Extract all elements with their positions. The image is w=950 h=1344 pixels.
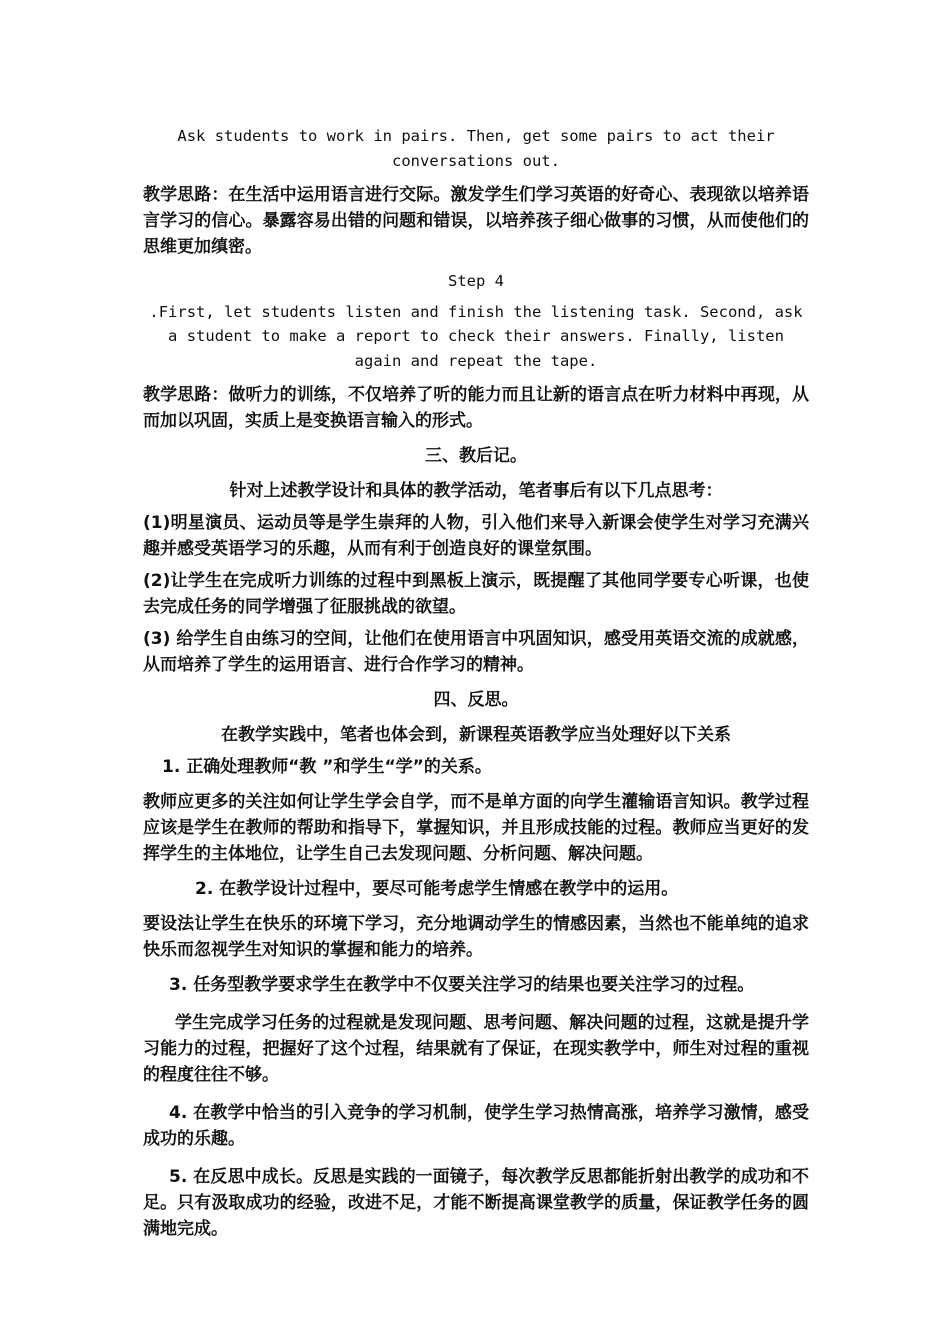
paragraph-teaching-idea-2: 教学思路：做听力的训练，不仅培养了听的能力而且让新的语言点在听力材料中再现，从而加以巩固，实质上是变换语言输入的形式。: [143, 385, 809, 431]
paragraph-listening-task: .First, let students listen and finish the listening task. Second, ask a student to make a report to check their answers. Finally, listen again and repeat the tape.: [149, 302, 803, 370]
paragraph-reflection-intro: 针对上述教学设计和具体的教学活动，笔者事后有以下几点思考：: [229, 481, 723, 501]
document-page: [143, 124, 809, 1242]
paragraph-relation-4: 4. 在教学中恰当的引入竞争的学习机制，使学生学习热情高涨，培养学习激情，感受成功的乐趣。: [143, 1103, 809, 1149]
paragraph-pair-work: Ask students to work in pairs. Then, get some pairs to act their conversations out.: [177, 127, 775, 170]
paragraph-teaching-idea-1: 教学思路：在生活中运用语言进行交际。激发学生们学习英语的好奇心、表现欲以培养语言学习的信心。暴露容易出错的问题和错误，以培养孩子细心做事的习惯，从而使他们的思维更加缜密。: [143, 185, 809, 257]
section-heading-afterword: 三、教后记。: [425, 446, 527, 466]
paragraph-relation-1: 1. 正确处理教师“教 ”和学生“学”的关系。: [162, 757, 492, 777]
paragraph-relation-1-body: 教师应更多的关注如何让学生学会自学，而不是单方面的向学生灌输语言知识。教学过程应该是学生在教师的帮助和指导下，掌握知识，并且形成技能的过程。教师应当更好的发挥学生的主体地位，让学生自己去发现问题、分析问题、解决问题。: [143, 792, 809, 864]
paragraph-relation-2: 2. 在教学设计过程中，要尽可能考虑学生情感在教学中的运用。: [195, 879, 679, 899]
section-heading-reflection: 四、反思。: [433, 690, 519, 710]
paragraph-point-1: (1)明星演员、运动员等是学生崇拜的人物，引入他们来导入新课会使学生对学习充满兴趣并感受英语学习的乐趣，从而有利于创造良好的课堂氛围。: [143, 513, 809, 559]
paragraph-practice-intro: 在教学实践中，笔者也体会到，新课程英语教学应当处理好以下关系: [221, 725, 731, 745]
paragraph-point-2: (2)让学生在完成听力训练的过程中到黑板上演示，既提醒了其他同学要专心听课，也使去完成任务的同学增强了征服挑战的欲望。: [143, 571, 809, 617]
paragraph-relation-2-body: 要设法让学生在快乐的环境下学习，充分地调动学生的情感因素，当然也不能单纯的追求快乐而忽视学生对知识的掌握和能力的培养。: [143, 914, 809, 960]
paragraph-point-3: (3) 给学生自由练习的空间，让他们在使用语言中巩固知识，感受用英语交流的成就感，从而培养了学生的运用语言、进行合作学习的精神。: [143, 629, 809, 675]
paragraph-relation-3-body: 学生完成学习任务的过程就是发现问题、思考问题、解决问题的过程，这就是提升学习能力的过程，把握好了这个过程，结果就有了保证，在现实教学中，师生对过程的重视的程度往往不够。: [143, 1013, 809, 1085]
paragraph-relation-5: 5. 在反思中成长。反思是实践的一面镜子，每次教学反思都能折射出教学的成功和不足。只有汲取成功的经验，改进不足，才能不断提高课堂教学的质量，保证教学任务的圆满地完成。: [143, 1167, 809, 1239]
step-heading: Step 4: [448, 272, 504, 290]
paragraph-relation-3: 3. 任务型教学要求学生在教学中不仅要关注学习的结果也要关注学习的过程。: [169, 975, 755, 995]
